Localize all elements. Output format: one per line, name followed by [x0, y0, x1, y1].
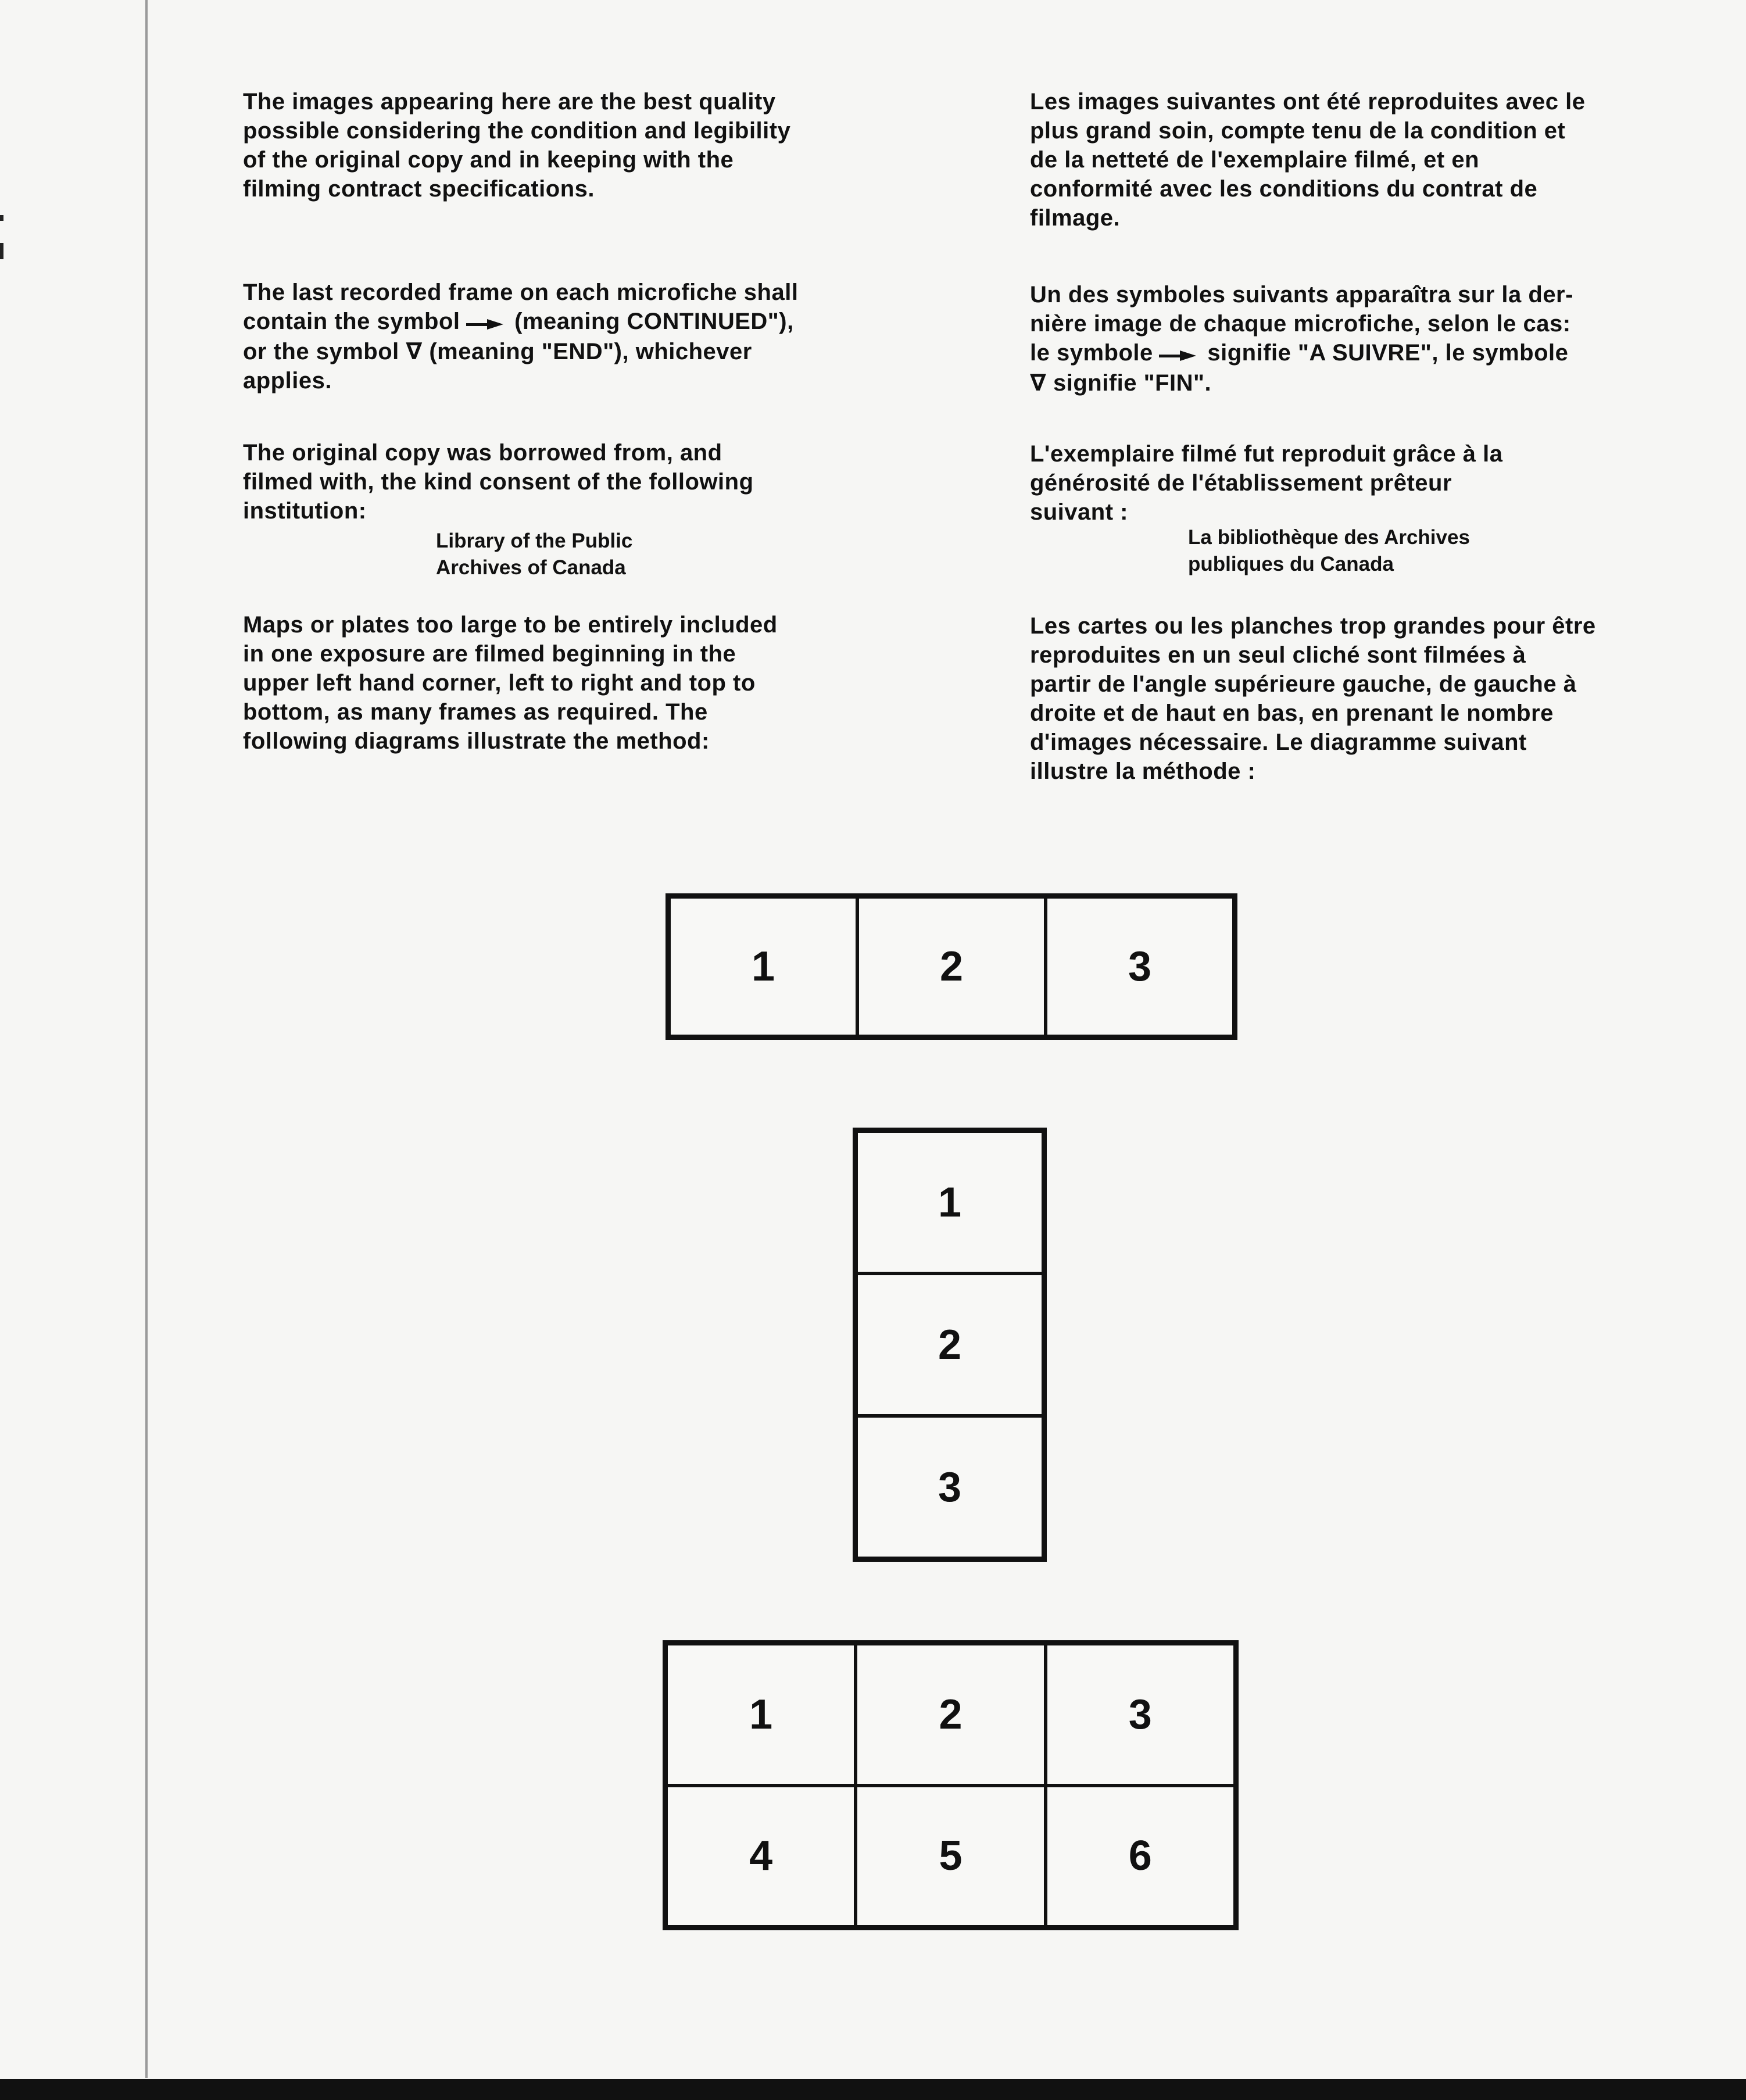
continued-arrow-icon	[466, 308, 503, 337]
frame-cell: 1	[669, 897, 857, 1036]
suivre-arrow-icon	[1159, 339, 1196, 369]
vertical-frame-diagram	[853, 1128, 1047, 1562]
french-frame-text-1: Un des symboles suivants apparaîtra sur la der- nière image de chaque microfiche, selon le cas: le symbole	[1030, 282, 1573, 366]
frame-cell: 3	[1046, 1644, 1235, 1786]
french-library-name: La bibliothèque des Archives publiques du Canada	[1188, 526, 1470, 575]
page-edge-rule	[145, 0, 148, 2078]
margin-mark	[0, 215, 3, 221]
french-frame-symbol-paragraph	[1030, 280, 1669, 398]
frame-cell: 4	[666, 1786, 856, 1927]
french-frame-text-2: signifie "A SUIVRE", le symbole ∇ signifie "FIN".	[1030, 340, 1569, 396]
grid-frame-diagram	[663, 1640, 1239, 1930]
english-library-name: Library of the Public Archives of Canada	[436, 530, 633, 579]
frame-cell: 2	[856, 1644, 1045, 1786]
french-borrowed-paragraph: L'exemplaire filmé fut reproduit grâce à la générosité de l'établissement prêteur suivant :	[1030, 441, 1503, 525]
frame-cell: 2	[856, 1273, 1043, 1416]
english-frame-text-1: The last recorded frame on each microfiche shall contain the symbol	[243, 280, 799, 334]
frame-cell: 1	[856, 1131, 1043, 1273]
english-quality-paragraph: The images appearing here are the best quality possible considering the condition and legibility of the original copy and in keeping with the filming contract specifications.	[243, 89, 791, 202]
margin-mark	[0, 243, 3, 259]
french-maps-paragraph: Les cartes ou les planches trop grandes pour être reproduites en un seul cliché sont filmées à partir de l'angle supérieure gauche, de gauche à droite et de haut en bas, en prenant le nombre d'images nécessaire. Le diagramme suivant illustre la méthode :	[1030, 613, 1596, 784]
english-frame-text-2: (meaning CONTINUED"), or the symbol ∇ (meaning "END"), whichever applies.	[243, 309, 794, 394]
english-maps-paragraph: Maps or plates too large to be entirely included in one exposure are filmed beginning in the upper left hand corner, left to right and top to bottom, as many frames as required. The following diagrams illustrate the method:	[243, 612, 778, 754]
horizontal-frame-diagram	[666, 893, 1237, 1040]
frame-cell: 5	[856, 1786, 1045, 1927]
english-borrowed-paragraph: The original copy was borrowed from, and filmed with, the kind consent of the following institution:	[243, 440, 754, 524]
frame-cell: 3	[1046, 897, 1234, 1036]
frame-cell: 6	[1046, 1786, 1235, 1927]
english-frame-symbol-paragraph	[243, 278, 882, 395]
frame-cell: 3	[856, 1416, 1043, 1558]
french-quality-paragraph: Les images suivantes ont été reproduites avec le plus grand soin, compte tenu de la condition et de la netteté de l'exemplaire filmé, et en conformité avec les conditions du contrat de filmage.	[1030, 89, 1586, 231]
frame-cell: 1	[666, 1644, 856, 1786]
film-edge-bar	[0, 2079, 1746, 2100]
frame-cell: 2	[857, 897, 1046, 1036]
